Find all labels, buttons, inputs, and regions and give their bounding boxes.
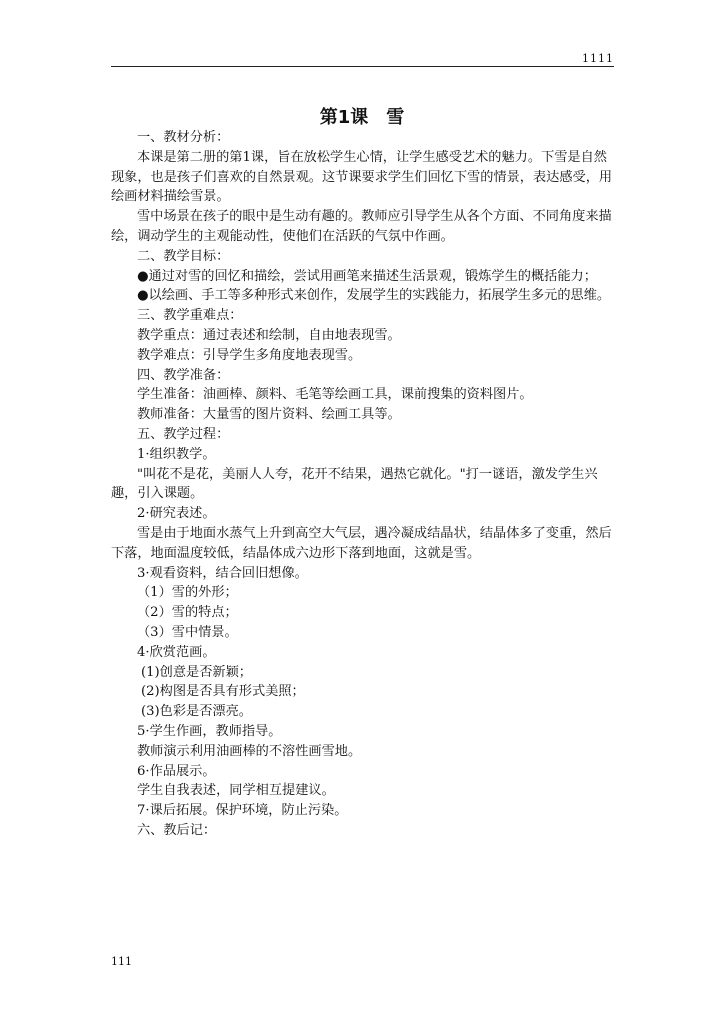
- section-heading-preparation: 四、教学准备：: [137, 367, 230, 383]
- analysis-paragraph-2: 雪中场景在孩子的眼中是生动有趣的。教师应引导学生从各个方面、不同角度来描绘，调动学生的主观能动性，使他们在活跃的气氛中作画。: [111, 209, 612, 244]
- goal-item: ●通过对雪的回忆和描绘，尝试用画笔来描述生活景观，锻炼学生的概括能力；: [137, 268, 597, 284]
- section-heading-reflection: 六、教后记：: [137, 822, 217, 838]
- step-subitem: （2）雪的特点；: [137, 605, 238, 621]
- section-heading-analysis: 一、教材分析：: [137, 130, 230, 145]
- section-heading-goals: 二、教学目标：: [137, 248, 230, 264]
- step-subitem: （1）雪的外形；: [137, 585, 238, 601]
- step-heading: 6·作品展示。: [137, 763, 216, 779]
- step-detail: "叫花不是花，美丽人人夸，花开不结果，遇热它就化。"打一谜语，激发学生兴趣，引入课题。: [111, 466, 598, 502]
- step-subitem: (1)创意是否新颖；: [141, 664, 252, 680]
- header-rule: [111, 66, 614, 67]
- step-heading: 3·观看资料，结合回旧想像。: [137, 565, 308, 581]
- section-heading-key-points: 三、教学重难点：: [137, 308, 243, 324]
- difficult-point: 教学难点：引导学生多角度地表现雪。: [137, 347, 362, 363]
- analysis-paragraph-1: 本课是第二册的第1课，旨在放松学生心情，让学生感受艺术的魅力。下雪是自然现象，也是孩子们喜欢的自然景观。这节课要求学生们回忆下雪的情景，表达感受，用绘画材料描绘雪景。: [111, 149, 613, 205]
- step-detail: 雪是由于地面水蒸气上升到高空大气层，遇冷凝成结晶状，结晶体多了变重，然后下落，地面温度较低，结晶体成六边形下落到地面，这就是雪。: [111, 525, 612, 561]
- header-page-code: 1111: [582, 52, 614, 65]
- lesson-body: [111, 128, 614, 841]
- step-subitem: （3）雪中情景。: [137, 624, 238, 640]
- step-heading: 7·课后拓展。保护环境，防止污染。: [137, 803, 348, 819]
- step-detail: 学生自我表述，同学相互提建议。: [137, 783, 335, 799]
- teacher-preparation: 教师准备：大量雪的图片资料、绘画工具等。: [137, 407, 401, 423]
- step-detail: 教师演示利用油画棒的不溶性画雪地。: [137, 743, 362, 759]
- footer-page-code: 111: [111, 955, 132, 968]
- goal-item: ●以绘画、手工等多种形式来创作，发展学生的实践能力，拓展学生多元的思维。: [137, 288, 611, 304]
- step-heading: 1·组织教学。: [137, 446, 216, 462]
- step-subitem: (3)色彩是否漂亮。: [141, 704, 252, 720]
- step-heading: 2·研究表述。: [137, 506, 216, 522]
- section-heading-process: 五、教学过程：: [137, 426, 230, 442]
- lesson-title: 第1课 雪: [319, 107, 405, 128]
- step-heading: 4·欣赏范画。: [137, 644, 216, 660]
- step-heading: 5·学生作画，教师指导。: [137, 723, 282, 739]
- student-preparation: 学生准备：油画棒、颜料、毛笔等绘画工具，课前搜集的资料图片。: [137, 387, 533, 403]
- step-subitem: (2)构图是否具有形式美照；: [141, 684, 305, 700]
- key-point: 教学重点：通过表述和绘制，自由地表现雪。: [137, 327, 401, 343]
